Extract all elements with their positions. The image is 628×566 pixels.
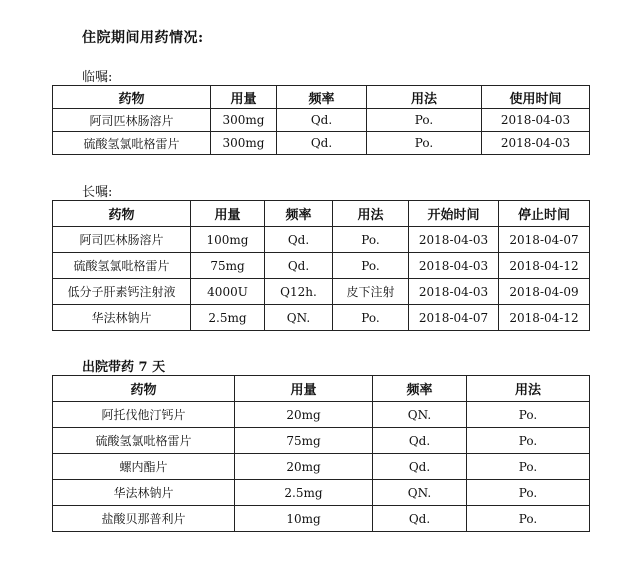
table-row bbox=[53, 480, 590, 506]
start-date-cell: 2018-04-03 bbox=[409, 253, 499, 279]
table-row bbox=[53, 428, 590, 454]
header-drug: 药物 bbox=[53, 201, 191, 227]
route-cell: Po. bbox=[367, 132, 482, 155]
table-row bbox=[53, 506, 590, 532]
start-date-cell: 2018-04-07 bbox=[409, 305, 499, 331]
route-cell: Po. bbox=[467, 454, 590, 480]
temporary-orders-label: 临嘱: bbox=[82, 70, 113, 85]
table-row bbox=[53, 402, 590, 428]
dose-cell: 75mg bbox=[235, 428, 373, 454]
route-cell: Po. bbox=[333, 227, 409, 253]
dose-cell: 2.5mg bbox=[235, 480, 373, 506]
drug-cell: 华法林钠片 bbox=[53, 480, 235, 506]
route-cell: Po. bbox=[467, 506, 590, 532]
header-frequency: 频率 bbox=[277, 86, 367, 109]
table-row bbox=[53, 132, 590, 155]
header-drug: 药物 bbox=[53, 376, 235, 402]
frequency-cell: QN. bbox=[265, 305, 333, 331]
table-row bbox=[53, 454, 590, 480]
header-route: 用法 bbox=[467, 376, 590, 402]
drug-cell: 螺内酯片 bbox=[53, 454, 235, 480]
date-cell: 2018-04-03 bbox=[482, 132, 590, 155]
header-dose: 用量 bbox=[211, 86, 277, 109]
drug-cell: 低分子肝素钙注射液 bbox=[53, 279, 191, 305]
discharge-medication-label: 出院带药 7 天 bbox=[82, 360, 166, 375]
frequency-cell: Qd. bbox=[277, 132, 367, 155]
drug-cell: 阿托伐他汀钙片 bbox=[53, 402, 235, 428]
frequency-cell: Qd. bbox=[373, 506, 467, 532]
route-cell: Po. bbox=[467, 428, 590, 454]
start-date-cell: 2018-04-03 bbox=[409, 227, 499, 253]
header-stop-time: 停止时间 bbox=[499, 201, 590, 227]
stop-date-cell: 2018-04-07 bbox=[499, 227, 590, 253]
drug-cell: 阿司匹林肠溶片 bbox=[53, 227, 191, 253]
frequency-cell: Qd. bbox=[373, 454, 467, 480]
dose-cell: 100mg bbox=[191, 227, 265, 253]
stop-date-cell: 2018-04-09 bbox=[499, 279, 590, 305]
drug-cell: 盐酸贝那普利片 bbox=[53, 506, 235, 532]
header-frequency: 频率 bbox=[373, 376, 467, 402]
stop-date-cell: 2018-04-12 bbox=[499, 305, 590, 331]
drug-cell: 阿司匹林肠溶片 bbox=[53, 109, 211, 132]
drug-cell: 硫酸氢氯吡格雷片 bbox=[53, 132, 211, 155]
header-dose: 用量 bbox=[191, 201, 265, 227]
frequency-cell: QN. bbox=[373, 480, 467, 506]
table-row bbox=[53, 279, 590, 305]
route-cell: Po. bbox=[333, 253, 409, 279]
dose-cell: 75mg bbox=[191, 253, 265, 279]
stop-date-cell: 2018-04-12 bbox=[499, 253, 590, 279]
table-row bbox=[53, 109, 590, 132]
table-header-row bbox=[53, 376, 590, 402]
page-title: 住院期间用药情况: bbox=[82, 30, 204, 46]
dose-cell: 20mg bbox=[235, 402, 373, 428]
frequency-cell: Q12h. bbox=[265, 279, 333, 305]
dose-cell: 4000U bbox=[191, 279, 265, 305]
start-date-cell: 2018-04-03 bbox=[409, 279, 499, 305]
longterm-orders-label: 长嘱: bbox=[82, 185, 113, 200]
route-cell: Po. bbox=[333, 305, 409, 331]
header-frequency: 频率 bbox=[265, 201, 333, 227]
table-row bbox=[53, 227, 590, 253]
table-row bbox=[53, 305, 590, 331]
frequency-cell: Qd. bbox=[265, 253, 333, 279]
table-header-row bbox=[53, 86, 590, 109]
temporary-orders-table bbox=[52, 85, 590, 155]
route-cell: Po. bbox=[467, 480, 590, 506]
header-drug: 药物 bbox=[53, 86, 211, 109]
header-route: 用法 bbox=[367, 86, 482, 109]
frequency-cell: Qd. bbox=[277, 109, 367, 132]
table-header-row bbox=[53, 201, 590, 227]
date-cell: 2018-04-03 bbox=[482, 109, 590, 132]
dose-cell: 20mg bbox=[235, 454, 373, 480]
drug-cell: 硫酸氢氯吡格雷片 bbox=[53, 253, 191, 279]
header-dose: 用量 bbox=[235, 376, 373, 402]
frequency-cell: Qd. bbox=[265, 227, 333, 253]
dose-cell: 300mg bbox=[211, 109, 277, 132]
header-start-time: 开始时间 bbox=[409, 201, 499, 227]
longterm-orders-table bbox=[52, 200, 590, 331]
drug-cell: 华法林钠片 bbox=[53, 305, 191, 331]
route-cell: 皮下注射 bbox=[333, 279, 409, 305]
route-cell: Po. bbox=[367, 109, 482, 132]
frequency-cell: QN. bbox=[373, 402, 467, 428]
frequency-cell: Qd. bbox=[373, 428, 467, 454]
dose-cell: 300mg bbox=[211, 132, 277, 155]
dose-cell: 10mg bbox=[235, 506, 373, 532]
dose-cell: 2.5mg bbox=[191, 305, 265, 331]
header-route: 用法 bbox=[333, 201, 409, 227]
route-cell: Po. bbox=[467, 402, 590, 428]
drug-cell: 硫酸氢氯吡格雷片 bbox=[53, 428, 235, 454]
header-use-time: 使用时间 bbox=[482, 86, 590, 109]
table-row bbox=[53, 253, 590, 279]
discharge-medication-table bbox=[52, 375, 590, 532]
